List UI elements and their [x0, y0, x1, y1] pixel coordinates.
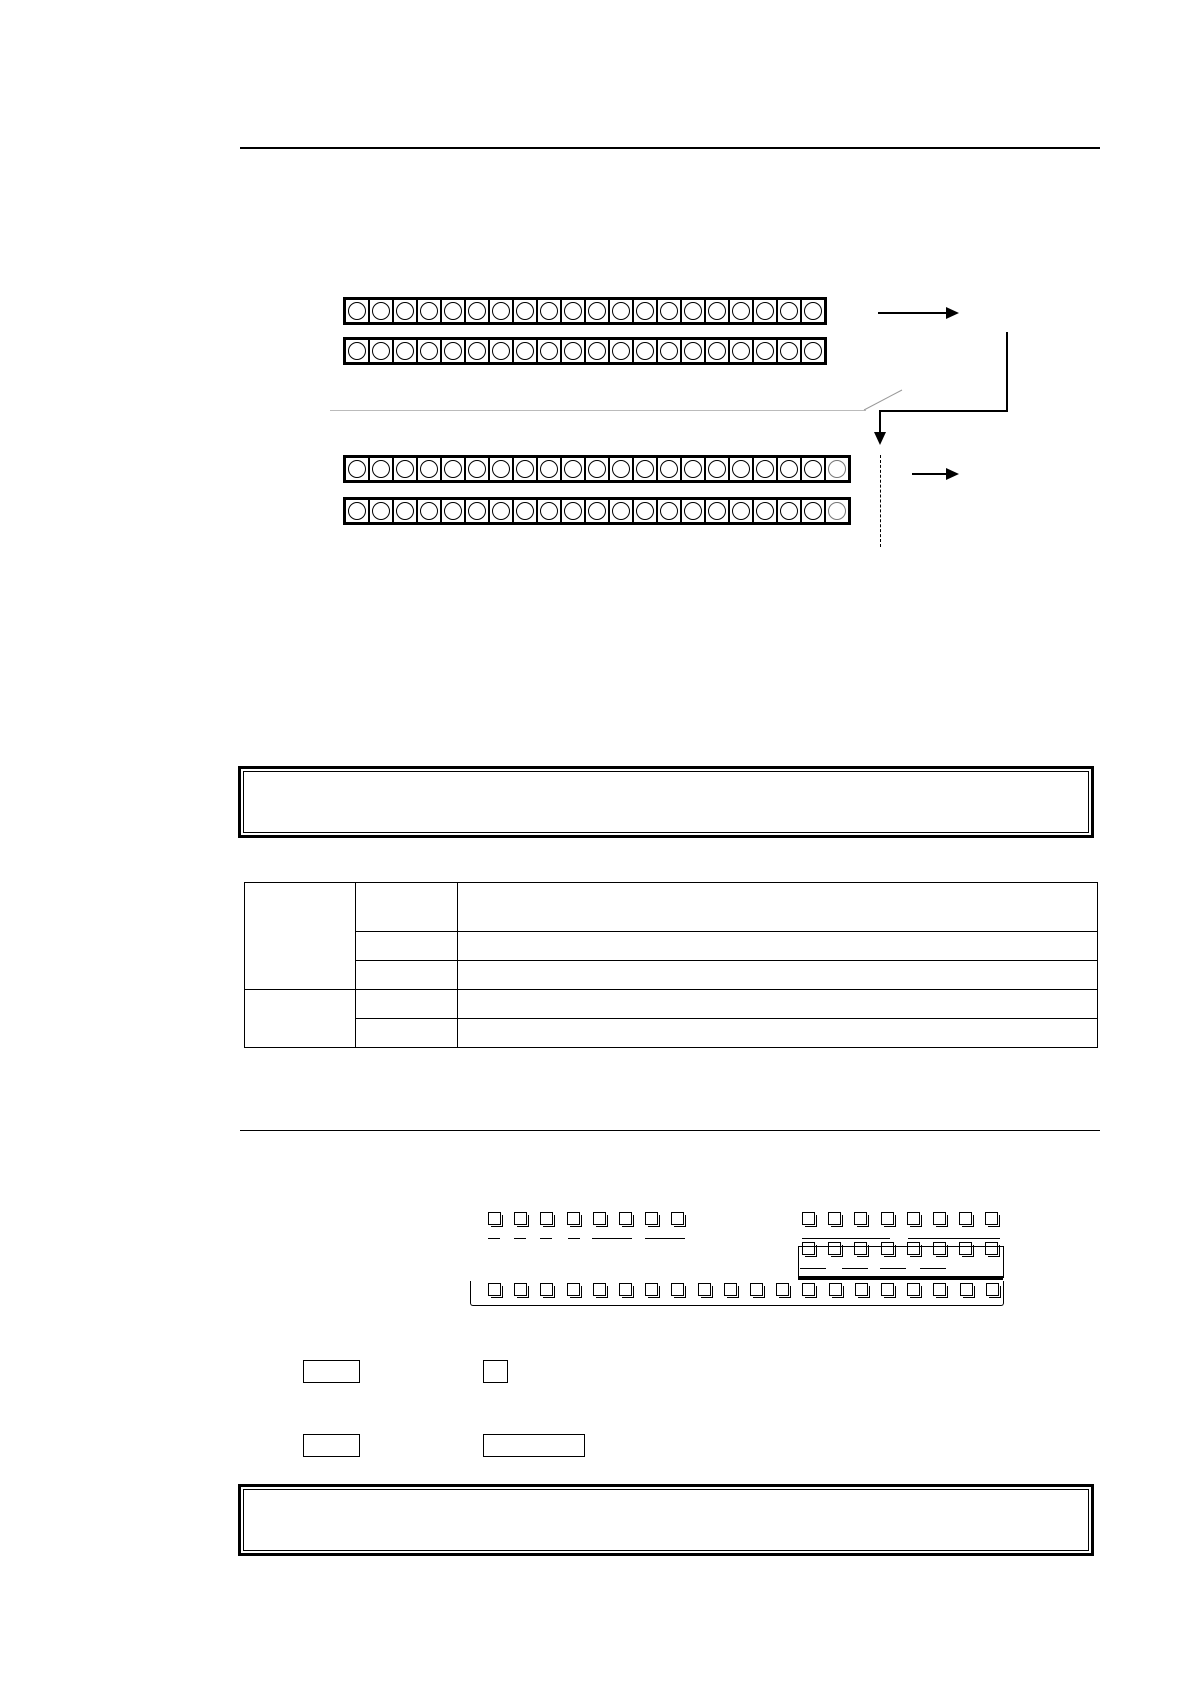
- table-row: [245, 1019, 1098, 1048]
- circle-key: [681, 299, 705, 323]
- table-cell: [458, 990, 1098, 1019]
- circle-key: [705, 299, 729, 323]
- key-group-thick-bar: [798, 1276, 1003, 1280]
- circle-key: [705, 457, 729, 481]
- circle-key: [801, 339, 825, 363]
- table-row: [245, 961, 1098, 990]
- circle-key: [441, 339, 465, 363]
- table-row: [245, 932, 1098, 961]
- square-key: [645, 1212, 658, 1225]
- circle-key: [441, 499, 465, 523]
- connector-down: [879, 410, 881, 434]
- circle-key: [753, 457, 777, 481]
- circle-key: [657, 339, 681, 363]
- notice-box-1: [238, 766, 1094, 838]
- circle-key: [345, 499, 369, 523]
- circle-key: [585, 499, 609, 523]
- table-row: [245, 990, 1098, 1019]
- circle-key: [489, 339, 513, 363]
- circle-key: [561, 499, 585, 523]
- square-key: [567, 1212, 580, 1225]
- square-key: [540, 1212, 553, 1225]
- circle-key: [753, 499, 777, 523]
- circle-key-added: [825, 457, 849, 481]
- circle-key: [369, 457, 393, 481]
- arrow-right-2-shaft: [912, 473, 948, 475]
- circle-key: [705, 499, 729, 523]
- circle-key: [753, 339, 777, 363]
- circle-key: [801, 457, 825, 481]
- table-cell: [245, 990, 356, 1048]
- circle-key: [465, 339, 489, 363]
- circle-key: [513, 457, 537, 481]
- key-underline: [645, 1238, 685, 1239]
- key-group-frame: [798, 1246, 1004, 1278]
- spec-table: [244, 882, 1098, 1048]
- table-cell: [458, 1019, 1098, 1048]
- circle-key: [441, 299, 465, 323]
- circle-key: [417, 499, 441, 523]
- key-underline: [514, 1238, 526, 1239]
- circle-key: [537, 339, 561, 363]
- notice-box-2: [238, 1484, 1094, 1556]
- circle-row-4: [343, 497, 851, 525]
- key-underline: [568, 1238, 580, 1239]
- circle-key: [609, 339, 633, 363]
- circle-key: [633, 457, 657, 481]
- circle-key: [489, 299, 513, 323]
- circle-key: [777, 499, 801, 523]
- circle-key: [705, 339, 729, 363]
- circle-key: [537, 499, 561, 523]
- small-box-4: [483, 1434, 585, 1457]
- key-underline: [488, 1238, 500, 1239]
- table-cell: [356, 932, 458, 961]
- connector-vertical: [1006, 332, 1008, 412]
- circle-key: [465, 499, 489, 523]
- circle-key: [609, 299, 633, 323]
- circle-key-added: [825, 499, 849, 523]
- circle-key: [657, 299, 681, 323]
- key-underline: [592, 1238, 632, 1239]
- table-cell: [458, 932, 1098, 961]
- circle-key: [489, 457, 513, 481]
- circle-key: [657, 499, 681, 523]
- square-key: [959, 1212, 972, 1225]
- circle-key: [561, 299, 585, 323]
- circle-key: [417, 457, 441, 481]
- dotted-marker-line: [880, 455, 881, 547]
- circle-key: [609, 457, 633, 481]
- circle-key: [729, 457, 753, 481]
- circle-key: [777, 299, 801, 323]
- circle-key: [585, 299, 609, 323]
- table-cell: [356, 883, 458, 932]
- table-cell: [356, 961, 458, 990]
- circle-key: [657, 457, 681, 481]
- faint-separator: [330, 410, 866, 411]
- circle-key: [513, 299, 537, 323]
- circle-key: [681, 457, 705, 481]
- circle-key: [801, 499, 825, 523]
- circle-key: [585, 339, 609, 363]
- circle-key: [777, 339, 801, 363]
- circle-key: [729, 339, 753, 363]
- square-key: [854, 1212, 867, 1225]
- circle-key: [465, 299, 489, 323]
- square-key: [593, 1212, 606, 1225]
- circle-key: [777, 457, 801, 481]
- circle-key: [633, 299, 657, 323]
- faint-diagonal: [862, 388, 904, 412]
- small-box-1: [303, 1360, 360, 1383]
- circle-key: [345, 299, 369, 323]
- circle-key: [537, 457, 561, 481]
- square-key: [985, 1212, 998, 1225]
- circle-key: [561, 339, 585, 363]
- square-key: [933, 1212, 946, 1225]
- circle-key: [729, 499, 753, 523]
- square-key: [619, 1212, 632, 1225]
- circle-key: [633, 339, 657, 363]
- circle-key: [369, 299, 393, 323]
- square-key: [514, 1212, 527, 1225]
- header-rule: [240, 147, 1100, 149]
- table-cell: [356, 1019, 458, 1048]
- circle-key: [441, 457, 465, 481]
- square-key: [488, 1212, 501, 1225]
- key-row-frame: [470, 1281, 1004, 1306]
- circle-key: [537, 299, 561, 323]
- key-underline: [802, 1238, 890, 1239]
- circle-key: [513, 339, 537, 363]
- circle-key: [681, 499, 705, 523]
- key-underline: [540, 1238, 552, 1239]
- section-rule: [240, 1130, 1100, 1131]
- circle-key: [345, 457, 369, 481]
- circle-key: [729, 299, 753, 323]
- circle-key: [417, 339, 441, 363]
- square-key: [828, 1212, 841, 1225]
- table-cell: [356, 990, 458, 1019]
- circle-key: [393, 299, 417, 323]
- circle-key: [801, 299, 825, 323]
- circle-key: [609, 499, 633, 523]
- table-row: [245, 883, 1098, 932]
- circle-row-3: [343, 455, 851, 483]
- square-key: [907, 1212, 920, 1225]
- circle-row-1: [343, 297, 827, 325]
- circle-key: [393, 457, 417, 481]
- circle-key: [681, 339, 705, 363]
- circle-key: [417, 299, 441, 323]
- square-key: [802, 1212, 815, 1225]
- circle-key: [489, 499, 513, 523]
- arrow-down-head-icon: [873, 432, 887, 446]
- table-cell: [458, 961, 1098, 990]
- circle-key: [393, 499, 417, 523]
- circle-key: [561, 457, 585, 481]
- arrow-right-2-head-icon: [946, 467, 960, 481]
- square-key: [671, 1212, 684, 1225]
- small-box-2: [483, 1360, 508, 1383]
- circle-key: [369, 499, 393, 523]
- arrow-right-1-shaft: [878, 312, 948, 314]
- circle-key: [393, 339, 417, 363]
- circle-key: [465, 457, 489, 481]
- key-underline: [908, 1238, 1000, 1239]
- small-box-3: [303, 1434, 360, 1457]
- circle-key: [585, 457, 609, 481]
- table-cell: [245, 883, 356, 990]
- square-key: [881, 1212, 894, 1225]
- circle-key: [345, 339, 369, 363]
- circle-key: [753, 299, 777, 323]
- circle-key: [369, 339, 393, 363]
- circle-key: [513, 499, 537, 523]
- arrow-right-1-head-icon: [946, 306, 960, 320]
- table-cell: [458, 883, 1098, 932]
- circle-row-2: [343, 337, 827, 365]
- circle-key: [633, 499, 657, 523]
